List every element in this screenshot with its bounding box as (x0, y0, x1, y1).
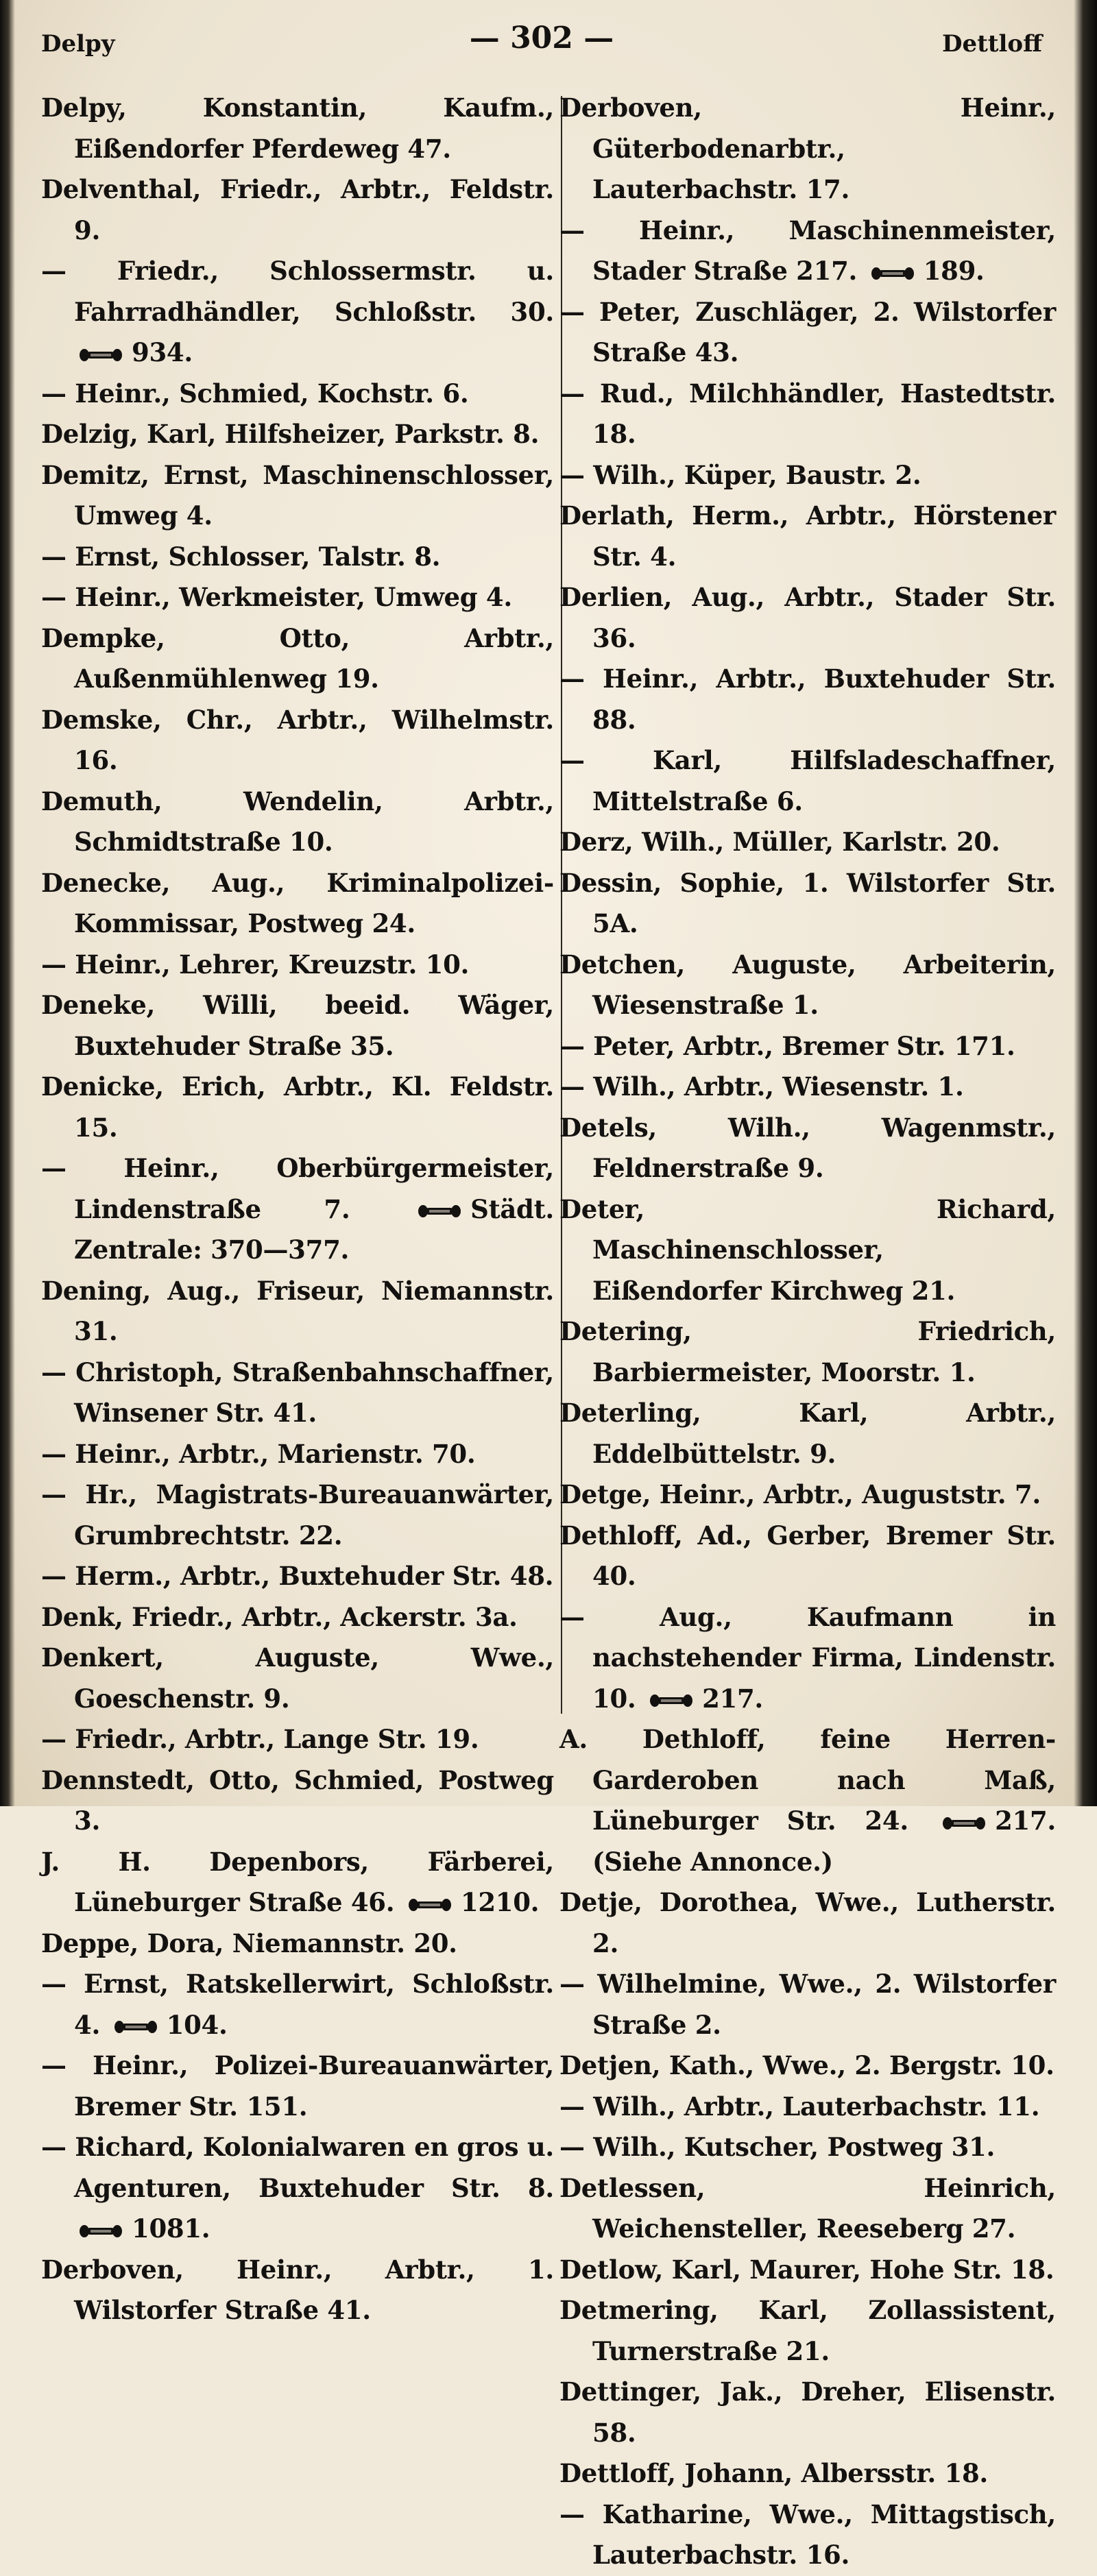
telephone-number: 189. (923, 256, 985, 286)
directory-entry (41, 1067, 554, 1148)
entry-text: — Aug., Kaufmann in nachstehender Firma, Lindenstr. 10. (559, 1601, 1056, 1714)
directory-entry (553, 863, 1056, 945)
directory-entry (553, 2290, 1056, 2372)
directory-entry (553, 1026, 1056, 1067)
entry-text: Derz, Wilh., Müller, Karlstr. 20. (559, 827, 1000, 857)
entry-text: — Ernst, Schlosser, Talstr. 8. (41, 541, 441, 572)
entry-text: Dempke, Otto, Arbtr., Außenmühlenweg 19. (41, 622, 554, 694)
entry-text: Delzig, Karl, Hilfsheizer, Parkstr. 8. (41, 419, 540, 449)
telephone-icon (649, 1693, 694, 1708)
page-header (41, 21, 1042, 62)
directory-entry (41, 537, 554, 578)
entry-text: J. H. Depenbors, Färberei, Lüneburger Straße 46. (41, 1846, 554, 1917)
entry-text: Detjen, Kath., Wwe., 2. Bergstr. 10. (559, 2050, 1054, 2080)
entry-text: Deterling, Karl, Arbtr., Eddelbüttelstr. 9. (559, 1398, 1056, 1469)
entry-text: — Friedr., Schlossermstr. u. Fahrradhändler, Schloßstr. 30. (41, 256, 554, 327)
telephone-number: 1210. (460, 1887, 540, 1917)
entry-text: Derlath, Herm., Arbtr., Hörstener Str. 4. (559, 500, 1056, 572)
entry-text: Detmering, Karl, Zollassistent, Turnerstraße 21. (559, 2295, 1056, 2366)
entry-text: — Herm., Arbtr., Buxtehuder Str. 48. (41, 1561, 554, 1591)
directory-entry (41, 2250, 554, 2331)
entry-text: Denicke, Erich, Arbtr., Kl. Feldstr. 15. (41, 1071, 554, 1143)
directory-entry (553, 945, 1056, 1026)
directory-entry (553, 2127, 1056, 2168)
directory-entry (41, 1271, 554, 1352)
directory-entry (41, 1352, 554, 1434)
entry-text: — Friedr., Arbtr., Lange Str. 19. (41, 1724, 479, 1754)
entry-text: Detering, Friedrich, Barbiermeister, Moorstr. 1. (559, 1316, 1056, 1387)
entry-text: Denkert, Auguste, Wwe., Goeschenstr. 9. (41, 1642, 554, 1714)
directory-entry (41, 1148, 554, 1271)
entry-text: — Wilh., Arbtr., Wiesenstr. 1. (559, 1071, 964, 1102)
directory-entry (41, 2045, 554, 2127)
directory-entry (553, 1474, 1056, 1516)
telephone-icon (78, 348, 123, 363)
directory-entry (553, 1311, 1056, 1393)
directory-entry (553, 1189, 1056, 1312)
entry-text: — Heinr., Werkmeister, Umweg 4. (41, 582, 512, 612)
directory-entry (553, 659, 1056, 740)
directory-entry (41, 169, 554, 251)
entry-text: Dethloff, Ad., Gerber, Bremer Str. 40. (559, 1520, 1056, 1591)
telephone-number: 104. (166, 2009, 228, 2040)
entry-text: — Wilh., Kutscher, Postweg 31. (559, 2132, 996, 2162)
directory-entry (553, 1882, 1056, 1964)
directory-entry (553, 1393, 1056, 1474)
directory-entry (553, 1067, 1056, 1108)
entry-text: — Rud., Milchhändler, Hastedtstr. 18. (559, 378, 1056, 449)
telephone-icon (113, 2019, 158, 2034)
directory-entry (41, 1760, 554, 1842)
entry-text: Dennstedt, Otto, Schmied, Postweg 3. (41, 1764, 554, 1836)
directory-entry (553, 1108, 1056, 1189)
entry-text: — Heinr., Polizei-Bureauanwärter, Bremer Str. 151. (41, 2050, 554, 2122)
directory-entry (41, 1923, 554, 1965)
entry-text: Detge, Heinr., Arbtr., Auguststr. 7. (559, 1479, 1041, 1509)
page-number: — 302 — (469, 21, 614, 56)
entry-text: — Wilhelmine, Wwe., 2. Wilstorfer Straße 2. (559, 1969, 1056, 2040)
telephone-icon (407, 1897, 453, 1912)
entry-text: Delventhal, Friedr., Arbtr., Feldstr. 9. (41, 174, 554, 245)
entry-text: — Wilh., Küper, Baustr. 2. (559, 459, 921, 490)
directory-entry (41, 577, 554, 618)
directory-entry (41, 414, 554, 455)
entry-text: Dettinger, Jak., Dreher, Elisenstr. 58. (559, 2377, 1056, 2448)
left-column (41, 88, 554, 2325)
directory-entry (41, 781, 554, 863)
directory-entry (553, 455, 1056, 496)
entry-text: — Hr., Magistrats-Bureauanwärter, Grumbrechtstr. 22. (41, 1479, 554, 1551)
entry-text: Denk, Friedr., Arbtr., Ackerstr. 3a. (41, 1601, 518, 1632)
entry-text: Dessin, Sophie, 1. Wilstorfer Str. 5A. (559, 867, 1056, 938)
directory-entry (41, 455, 554, 537)
directory-entry (41, 1556, 554, 1597)
entry-text: Detlessen, Heinrich, Weichensteller, Reeseberg 27. (559, 2172, 1056, 2244)
directory-entry (41, 1719, 554, 1760)
entry-text: — Heinr., Arbtr., Marienstr. 70. (41, 1438, 476, 1469)
entry-text: Demitz, Ernst, Maschinenschlosser, Umweg 4. (41, 459, 554, 531)
directory-entry (553, 496, 1056, 577)
entry-text: Dening, Aug., Friseur, Niemannstr. 31. (41, 1275, 554, 1346)
directory-entry (553, 88, 1056, 210)
directory-entry (41, 251, 554, 374)
directory-entry (553, 2168, 1056, 2250)
entry-text: A. Dethloff, feine Herren-Garderoben nach Maß, Lüneburger Str. 24. (559, 1724, 1056, 1836)
entry-text: — Christoph, Straßenbahnschaffner, Winsener Str. 41. (41, 1357, 554, 1428)
entry-text: — Katharine, Wwe., Mittagstisch, Lauterbachstr. 16. (559, 2499, 1056, 2570)
telephone-number: 217. (702, 1683, 763, 1714)
telephone-number: 934. (132, 337, 193, 367)
entry-text: — Heinr., Maschinenmeister, Stader Straße 217. (559, 215, 1056, 286)
directory-entry (41, 1842, 554, 1923)
entry-text: Detje, Dorothea, Wwe., Lutherstr. 2. (559, 1887, 1056, 1958)
directory-entry (41, 1474, 554, 1556)
entry-text: Deter, Richard, Maschinenschlosser, Eißendorfer Kirchweg 21. (559, 1193, 1056, 1306)
entry-text: Demske, Chr., Arbtr., Wilhelmstr. 16. (41, 704, 554, 775)
directory-entry (41, 1597, 554, 1638)
entry-text: — Wilh., Arbtr., Lauterbachstr. 11. (559, 2091, 1040, 2122)
directory-entry (553, 210, 1056, 292)
entry-text: Derboven, Heinr., Güterbodenarbtr., Lauterbachstr. 17. (559, 93, 1056, 204)
page-edge-right (1074, 0, 1097, 1806)
directory-entry (553, 1516, 1056, 1597)
entry-text: Delpy, Konstantin, Kaufm., Eißendorfer Pferdeweg 47. (41, 93, 554, 164)
directory-entry (41, 985, 554, 1067)
telephone-number: 217. (Siehe Annonce.) (592, 1806, 1056, 1877)
directory-entry (553, 1964, 1056, 2045)
directory-entry (553, 2087, 1056, 2128)
directory-entry (41, 700, 554, 781)
directory-entry (553, 1719, 1056, 1882)
entry-text: Detchen, Auguste, Arbeiterin, Wiesenstraße 1. (559, 949, 1056, 1020)
directory-entry (41, 1964, 554, 2045)
page-edge-left (0, 0, 15, 1806)
directory-entry (41, 945, 554, 986)
entry-text: Demuth, Wendelin, Arbtr., Schmidtstraße 10. (41, 786, 554, 857)
entry-text: Deneke, Willi, beeid. Wäger, Buxtehuder Straße 35. (41, 990, 554, 1061)
entry-text: Deppe, Dora, Niemannstr. 20. (41, 1928, 457, 1958)
telephone-icon (417, 1204, 462, 1219)
telephone-icon (78, 2224, 123, 2239)
directory-entry (41, 374, 554, 415)
entry-text: — Heinr., Schmied, Kochstr. 6. (41, 378, 469, 409)
directory-entry (553, 822, 1056, 863)
entry-text: Derlien, Aug., Arbtr., Stader Str. 36. (559, 582, 1056, 653)
directory-entry (41, 618, 554, 700)
telephone-number: 1081. (132, 2213, 210, 2244)
directory-entry (41, 88, 554, 169)
directory-entry (553, 1597, 1056, 1720)
telephone-number: Städt. Zentrale: 370—377. (74, 1193, 554, 1265)
running-head-left: Delpy (41, 30, 115, 58)
entry-text: — Peter, Zuschläger, 2. Wilstorfer Straße 43. (559, 296, 1056, 367)
directory-entry (41, 863, 554, 945)
running-head-right: Dettloff (941, 30, 1042, 58)
directory-entry (553, 577, 1056, 659)
directory-entry (553, 2372, 1056, 2453)
directory-entry (41, 1638, 554, 1719)
entry-text: — Heinr., Lehrer, Kreuzstr. 10. (41, 949, 470, 980)
entry-text: Derboven, Heinr., Arbtr., 1. Wilstorfer Straße 41. (41, 2254, 554, 2325)
telephone-icon (941, 1816, 987, 1831)
directory-entry (553, 374, 1056, 455)
directory-entry (553, 2250, 1056, 2291)
entry-text: — Heinr., Arbtr., Buxtehuder Str. 88. (559, 664, 1056, 735)
directory-entry (41, 2127, 554, 2250)
entry-text: Dettloff, Johann, Albersstr. 18. (559, 2458, 989, 2488)
entry-text: — Karl, Hilfsladeschaffner, Mittelstraße 6. (559, 745, 1056, 816)
entry-text: — Richard, Kolonialwaren en gros u. Agenturen, Buxtehuder Str. 8. (41, 2132, 554, 2203)
directory-entry (41, 1434, 554, 1475)
entry-text: Denecke, Aug., Kriminalpolizei-Kommissar, Postweg 24. (41, 867, 554, 938)
entry-text: Detlow, Karl, Maurer, Hohe Str. 18. (559, 2254, 1054, 2285)
entry-text: — Heinr., Oberbürgermeister, Lindenstraße 7. (41, 1153, 554, 1224)
entry-text: — Ernst, Ratskellerwirt, Schloßstr. 4. (41, 1969, 554, 2040)
right-column (553, 88, 1056, 2570)
entry-text: Detels, Wilh., Wagenmstr., Feldnerstraße 9. (559, 1112, 1056, 1183)
entry-text: — Peter, Arbtr., Bremer Str. 171. (559, 1030, 1015, 1061)
directory-entry (553, 2045, 1056, 2087)
directory-entry (553, 740, 1056, 822)
directory-entry (553, 2494, 1056, 2576)
telephone-icon (870, 266, 915, 281)
directory-entry (553, 292, 1056, 374)
directory-entry (553, 2453, 1056, 2494)
